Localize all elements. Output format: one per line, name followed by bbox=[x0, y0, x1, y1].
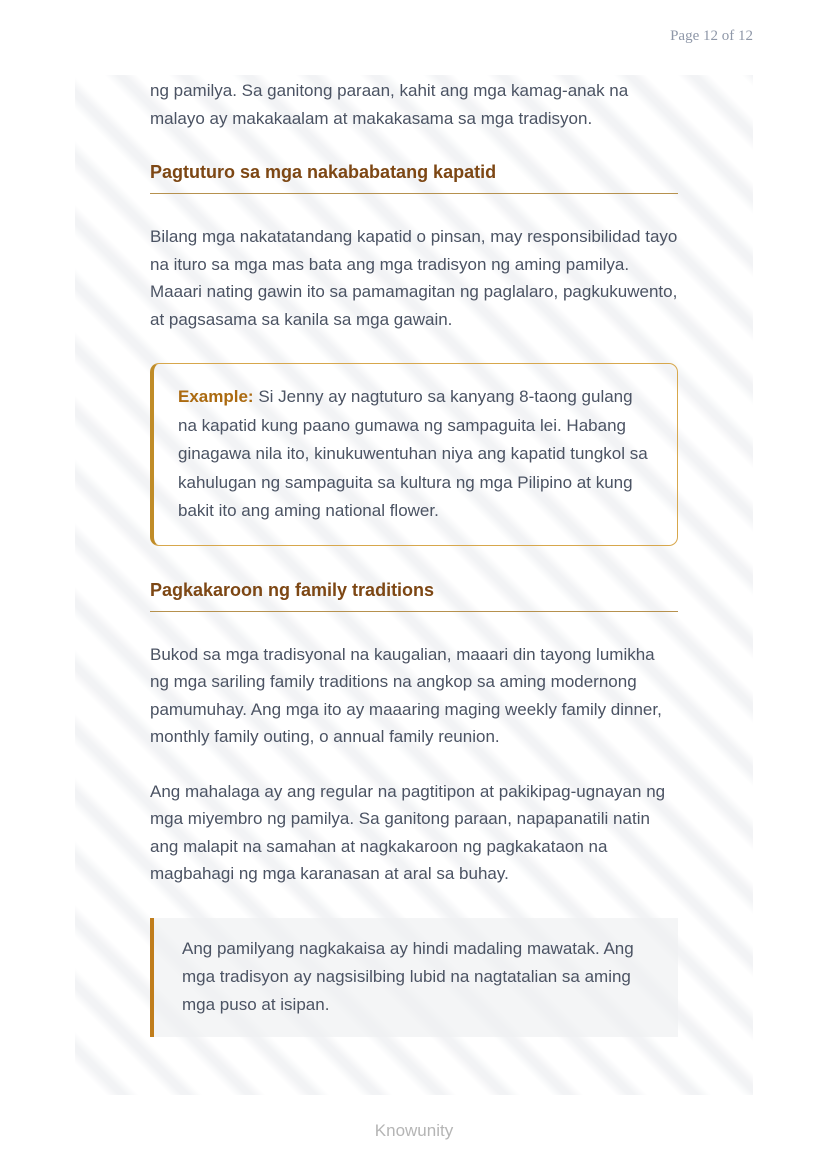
document-content-panel bbox=[75, 75, 753, 1095]
section-heading-pagtuturo: Pagtuturo sa mga nakababatang kapatid bbox=[150, 160, 678, 194]
example-callout-box bbox=[150, 363, 678, 546]
section-heading-pagkakaroon: Pagkakaroon ng family traditions bbox=[150, 578, 678, 612]
example-text: Si Jenny ay nagtuturo sa kanyang 8-taong gulang na kapatid kung paano gumawa ng sampaguita lei. Habang ginagawa nila ito, kinukuwentuhan niya ang kapatid tungkol sa kahulugan ng sampaguita sa kultura ng mga Pilipino at kung bakit ito ang aming national flower. bbox=[178, 387, 648, 520]
section1-paragraph: Bilang mga nakatatandang kapatid o pinsan, may responsibilidad tayo na ituro sa mga mas bata ang mga tradisyon ng aming pamilya. Maaari nating gawin ito sa pamamagitan ng paglalaro, pagkukuwento, at pagsasama sa kanila sa mga gawain. bbox=[150, 227, 678, 329]
brand-footer: Knowunity bbox=[374, 1121, 454, 1140]
section2-paragraph-2: Ang mahalaga ay ang regular na pagtitipon at pakikipag-ugnayan ng mga miyembro ng pamilya. Sa ganitong paraan, napapanatili natin ang malapit na samahan at nagkakaroon ng pagkakataon na magbahagi ng mga karanasan at aral sa buhay. bbox=[150, 781, 666, 883]
example-label: Example: bbox=[178, 387, 254, 406]
section2-paragraph-1: Bukod sa mga tradisyonal na kaugalian, maaari din tayong lumikha ng mga sariling family traditions na angkop sa aming modernong pamumuhay. Ang mga ito ay maaaring maging weekly family dinner, monthly family outing, o annual family reunion. bbox=[150, 644, 662, 746]
quote-callout-box bbox=[150, 918, 678, 1037]
quote-text: Ang pamilyang nagkakaisa ay hindi madaling mawatak. Ang mga tradisyon ay nagsisilbing lubid na nagtatalian sa aming mga puso at isipan. bbox=[182, 938, 634, 1014]
page-indicator: Page 12 of 12 bbox=[670, 28, 753, 44]
intro-paragraph: ng pamilya. Sa ganitong paraan, kahit ang mga kamag-anak na malayo ay makakaalam at makakasama sa mga tradisyon. bbox=[150, 81, 629, 128]
